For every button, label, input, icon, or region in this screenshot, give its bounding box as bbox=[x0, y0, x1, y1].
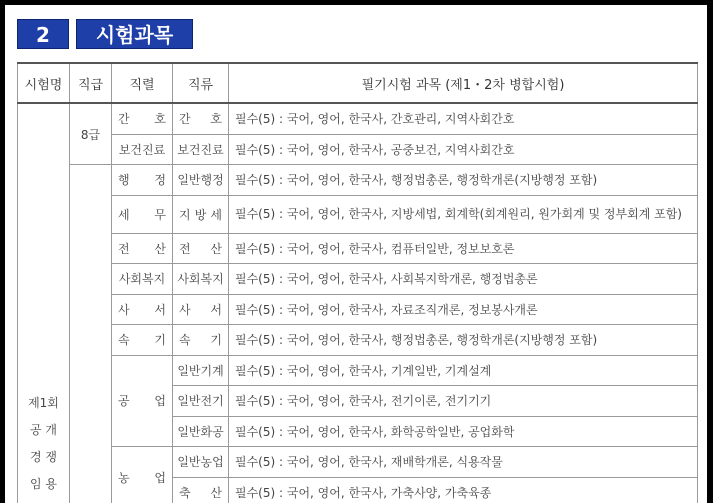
series-cell: 속 기 bbox=[112, 325, 173, 356]
table-row bbox=[18, 165, 698, 196]
table-row bbox=[18, 447, 698, 478]
kind-cell: 사회복지 bbox=[173, 264, 229, 295]
series-cell: 세 무 bbox=[112, 195, 173, 233]
kind-cell: 일반농업 bbox=[173, 447, 229, 478]
col-header-grade: 직급 bbox=[70, 63, 112, 103]
subjects-cell: 필수(5) : 국어, 영어, 한국사, 행정법총론, 행정학개론(지방행정 포함) bbox=[229, 165, 698, 196]
subjects-cell: 필수(5) : 국어, 영어, 한국사, 공중보건, 지역사회간호 bbox=[229, 134, 698, 165]
kind-cell: 일반전기 bbox=[173, 386, 229, 417]
subjects-cell: 필수(5) : 국어, 영어, 한국사, 지방세법, 회계학(회계원리, 원가회계 및 정부회계 포함) bbox=[229, 195, 698, 233]
kind-cell: 일반화공 bbox=[173, 416, 229, 447]
subjects-cell: 필수(5) : 국어, 영어, 한국사, 재배학개론, 식용작물 bbox=[229, 447, 698, 478]
series-cell: 행 정 bbox=[112, 165, 173, 196]
subjects-cell: 필수(5) : 국어, 영어, 한국사, 전기이론, 전기기기 bbox=[229, 386, 698, 417]
subjects-cell: 필수(5) : 국어, 영어, 한국사, 자료조직개론, 정보봉사개론 bbox=[229, 294, 698, 325]
kind-cell: 사 서 bbox=[173, 294, 229, 325]
subjects-cell: 필수(5) : 국어, 영어, 한국사, 기계일반, 기계설계 bbox=[229, 355, 698, 386]
exam-name-line: 경 쟁 bbox=[30, 450, 57, 464]
table-row bbox=[18, 294, 698, 325]
col-header-kind: 직류 bbox=[173, 63, 229, 103]
table-row bbox=[18, 264, 698, 295]
table-row bbox=[18, 195, 698, 233]
subjects-cell: 필수(5) : 국어, 영어, 한국사, 사회복지학개론, 행정법총론 bbox=[229, 264, 698, 295]
table-row bbox=[18, 134, 698, 165]
subjects-cell: 필수(5) : 국어, 영어, 한국사, 가축사양, 가축육종 bbox=[229, 477, 698, 503]
subjects-cell: 필수(5) : 국어, 영어, 한국사, 컴퓨터일반, 정보보호론 bbox=[229, 233, 698, 264]
kind-cell: 일반기계 bbox=[173, 355, 229, 386]
subjects-cell: 필수(5) : 국어, 영어, 한국사, 화학공학일반, 공업화학 bbox=[229, 416, 698, 447]
document-page bbox=[5, 5, 707, 503]
col-header-subjects: 필기시험 과목 (제1・2차 병합시험) bbox=[229, 63, 698, 103]
subjects-cell: 필수(5) : 국어, 영어, 한국사, 간호관리, 지역사회간호 bbox=[229, 103, 698, 134]
series-cell: 전 산 bbox=[112, 233, 173, 264]
grade-cell-empty bbox=[70, 165, 112, 503]
table-header-row bbox=[18, 63, 698, 103]
kind-cell: 전 산 bbox=[173, 233, 229, 264]
kind-cell: 간 호 bbox=[173, 103, 229, 134]
series-cell: 사회복지 bbox=[112, 264, 173, 295]
series-cell: 사 서 bbox=[112, 294, 173, 325]
section-number-badge: 2 bbox=[17, 19, 69, 49]
subjects-cell: 필수(5) : 국어, 영어, 한국사, 행정법총론, 행정학개론(지방행정 포함) bbox=[229, 325, 698, 356]
table-row bbox=[18, 325, 698, 356]
section-title: 시험과목 bbox=[76, 19, 193, 49]
grade-cell: 8급 bbox=[70, 103, 112, 165]
series-cell: 보건진료 bbox=[112, 134, 173, 165]
col-header-series: 직렬 bbox=[112, 63, 173, 103]
col-header-exam: 시험명 bbox=[18, 63, 70, 103]
exam-name-line: 제1회 bbox=[28, 396, 59, 410]
exam-name-line: 공 개 bbox=[30, 423, 57, 437]
kind-cell: 축 산 bbox=[173, 477, 229, 503]
kind-cell: 일반행정 bbox=[173, 165, 229, 196]
table-row bbox=[18, 103, 698, 134]
exam-name-line: 임 용 bbox=[30, 477, 57, 491]
table-row bbox=[18, 355, 698, 386]
kind-cell: 지 방 세 bbox=[173, 195, 229, 233]
series-cell: 공 업 bbox=[112, 355, 173, 447]
kind-cell: 속 기 bbox=[173, 325, 229, 356]
exam-subjects-table bbox=[17, 62, 698, 503]
table-row bbox=[18, 233, 698, 264]
exam-name-cell bbox=[18, 103, 70, 503]
series-cell: 농 업 bbox=[112, 447, 173, 503]
series-cell: 간 호 bbox=[112, 103, 173, 134]
kind-cell: 보건진료 bbox=[173, 134, 229, 165]
